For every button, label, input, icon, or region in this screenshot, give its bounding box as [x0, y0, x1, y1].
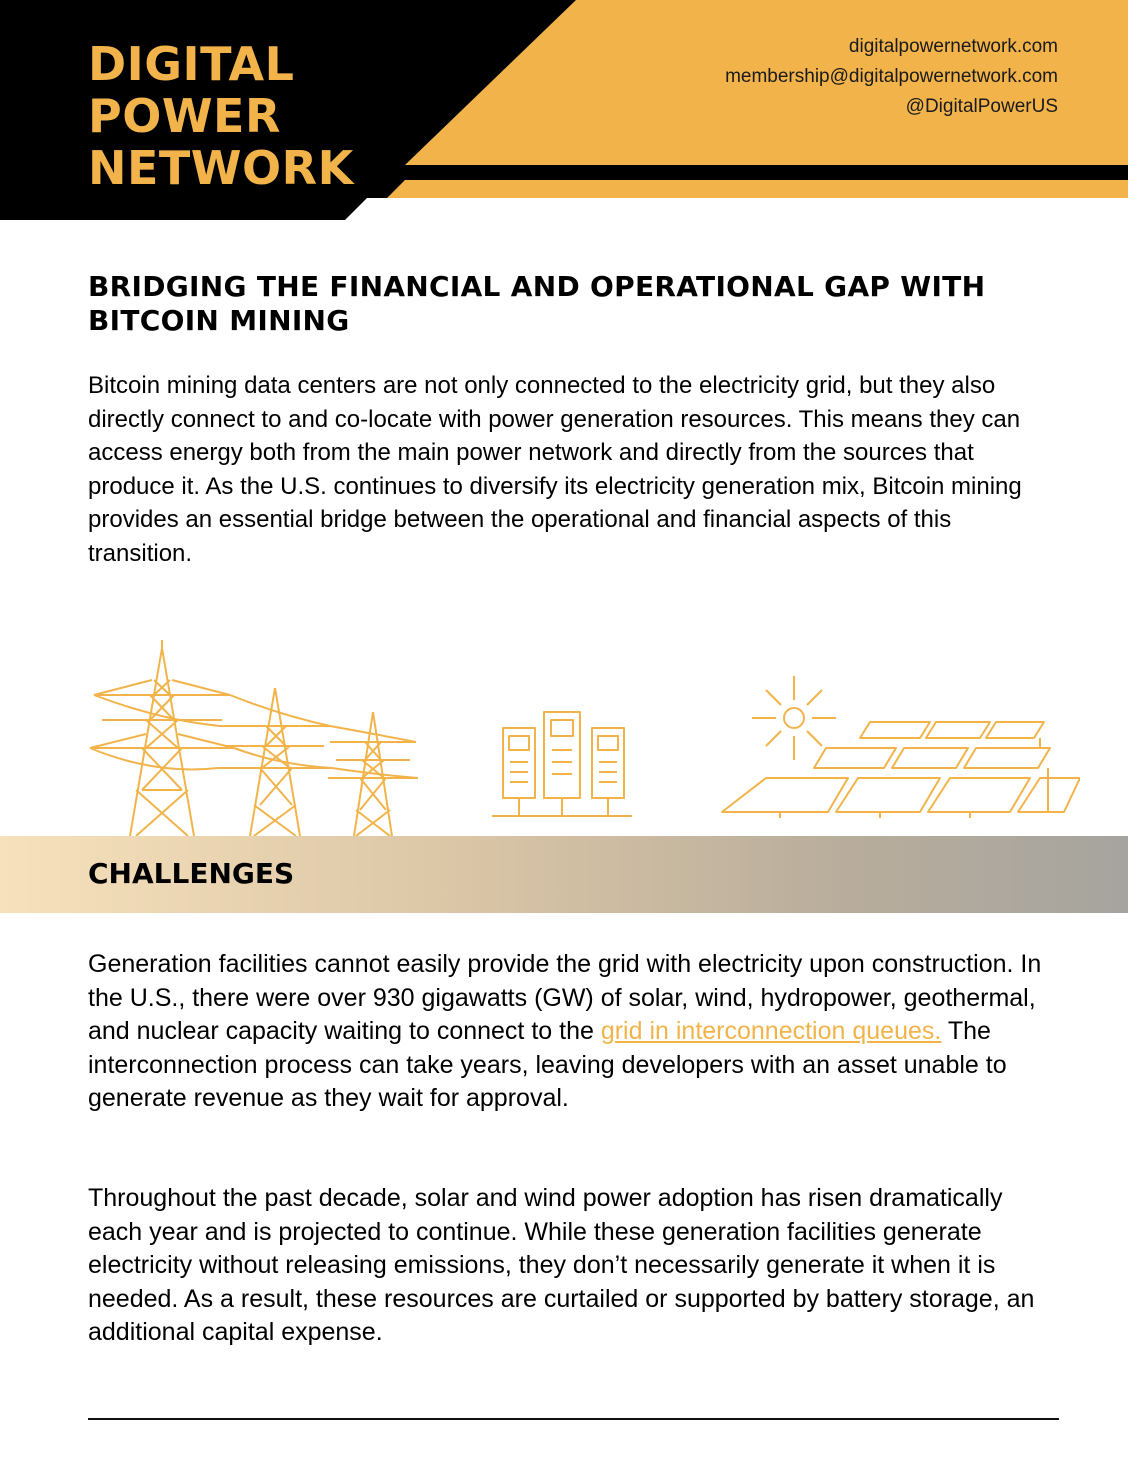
page-title: BRIDGING THE FINANCIAL AND OPERATIONAL GAP WITH BITCOIN MINING — [88, 270, 986, 337]
challenges-paragraph-2: Throughout the past decade, solar and wind power adoption has risen dramatically each year and is projected to continue. While these generation facilities generate electricity without releasing emissions, they don’t necessarily generate it when it is needed. As a result, these resources are curtailed or supported by battery storage, an additional capital expense. — [88, 1184, 1035, 1347]
logo-line-network: NETWORK — [88, 141, 354, 195]
logo-line-power: POWER — [88, 89, 281, 143]
intro-paragraph: Bitcoin mining data centers are not only connected to the electricity grid, but they also directly connect to and co-locate with power generation resources. This means they can access energy both from the main power network and directly from the sources that produce it. As the U.S. continues to diversify its electricity generation mix, Bitcoin mining provides an essential bridge between the operational and financial aspects of this transition. — [88, 372, 1022, 567]
challenges-paragraph-1 — [88, 948, 1063, 1116]
paragraph-text: Generation facilities cannot easily provide the grid with electricity upon construction. In the U.S., there were over 930 gigawatts (GW) of solar, wind, hydropower, geothermal, and nuclear capacity waiting to connect to the — [88, 950, 1042, 1046]
footer-divider — [88, 1418, 1059, 1420]
website-link[interactable]: digitalpowernetwork.com — [848, 36, 1058, 57]
server-rack-icon — [503, 728, 535, 816]
interconnection-queues-link[interactable]: grid in interconnection queues. — [600, 1017, 942, 1046]
paragraph-text: The interconnection process can take years, leaving developers with an asset unable to generate revenue as they wait for approval. — [88, 1017, 1007, 1113]
brand-logo — [88, 38, 354, 194]
sun-icon — [752, 676, 836, 760]
challenges-heading: CHALLENGES — [88, 857, 295, 890]
contact-info — [725, 32, 1058, 122]
social-handle-link[interactable]: @DigitalPowerUS — [905, 96, 1058, 117]
transmission-tower-icon — [90, 640, 234, 836]
challenges-band — [0, 836, 1128, 913]
server-rack-icon — [592, 728, 624, 816]
energy-illustration — [80, 640, 1080, 840]
server-rack-icon — [544, 712, 580, 816]
logo-line-digital: DIGITAL — [88, 37, 295, 91]
email-link[interactable]: membership@digitalpowernetwork.com — [725, 66, 1058, 87]
